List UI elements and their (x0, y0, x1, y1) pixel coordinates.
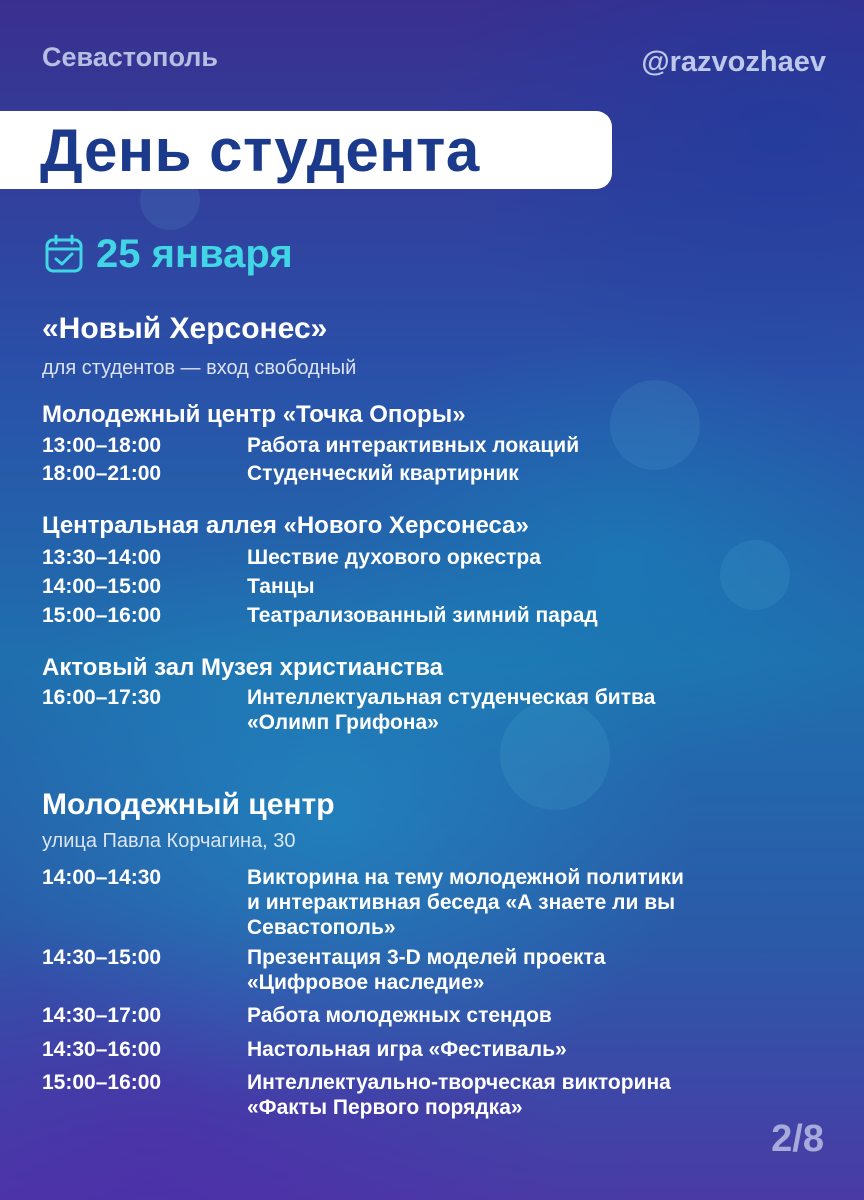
event-title: Презентация 3-D моделей проекта «Цифровое наследие» (247, 946, 606, 994)
calendar-check-icon (44, 234, 84, 274)
event-time: 14:30–16:00 (42, 1038, 162, 1061)
venue-name: Молодежный центр «Точка Опоры» (42, 401, 466, 428)
section-title: «Новый Херсонес» (42, 312, 328, 345)
event-date: 25 января (96, 231, 293, 276)
social-handle: @razvozhaev (641, 46, 826, 78)
event-title: Студенческий квартирник (247, 462, 519, 485)
title-banner (0, 111, 612, 189)
event-time: 15:00–16:00 (42, 1071, 162, 1094)
event-title: Танцы (247, 575, 315, 598)
event-time: 14:30–17:00 (42, 1004, 162, 1027)
venue-name: Центральная аллея «Нового Херсонеса» (42, 512, 529, 539)
city-label: Севастополь (42, 42, 219, 72)
page-indicator: 2/8 (771, 1118, 824, 1160)
venue-name: Актовый зал Музея христианства (42, 654, 443, 681)
event-time: 14:30–15:00 (42, 946, 162, 969)
event-time: 15:00–16:00 (42, 604, 162, 627)
date-row (44, 230, 293, 278)
event-time: 13:00–18:00 (42, 434, 162, 457)
event-time: 16:00–17:30 (42, 686, 162, 709)
section-note: для студентов — вход свободный (42, 357, 357, 379)
event-time: 14:00–15:00 (42, 575, 162, 598)
event-title: Настольная игра «Фестиваль» (247, 1038, 567, 1061)
event-title: Шествие духового оркестра (247, 546, 541, 569)
event-title: Интеллектуальная студенческая битва «Олимп Грифона» (247, 686, 656, 734)
event-title: Театрализованный зимний парад (247, 604, 598, 627)
event-time: 13:30–14:00 (42, 546, 162, 569)
event-title: Викторина на тему молодежной политики и интерактивная беседа «А знаете ли вы Севастополь» (247, 866, 684, 939)
event-title: Интеллектуально-творческая викторина «Факты Первого порядка» (247, 1071, 671, 1119)
section-note: улица Павла Корчагина, 30 (42, 830, 296, 852)
section-title: Молодежный центр (42, 788, 335, 821)
event-title: Работа молодежных стендов (247, 1004, 552, 1027)
event-time: 18:00–21:00 (42, 462, 162, 485)
event-time: 14:00–14:30 (42, 866, 162, 889)
event-title: Работа интерактивных локаций (247, 434, 580, 457)
page-title: День студента (40, 117, 480, 184)
